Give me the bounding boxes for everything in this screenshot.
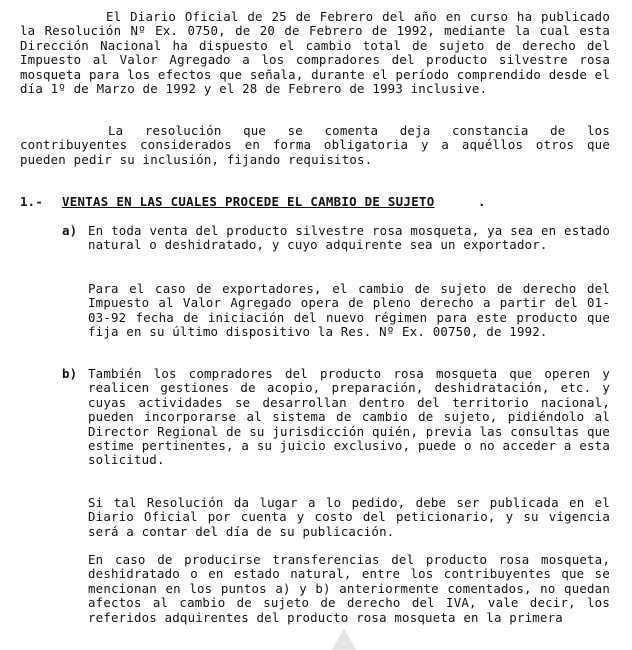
item-a-paragraph-2: Para el caso de exportadores, el cambio de sujeto de derecho del Impuesto al Valor Agregado opera de pleno derecho a partir del 01-03-92 fecha de iniciación del nuevo régimen para este producto que fija en su último dispositivo la Res. Nº Ex. 00750, de 1992. bbox=[88, 281, 610, 340]
section-number: 1.- bbox=[20, 194, 43, 209]
item-a-paragraph-1: En toda venta del producto silvestre rosa mosqueta, ya sea en estado natural o deshidratado, y cuyo adquirente sea un exportador. bbox=[88, 223, 610, 253]
item-b-paragraph-2: Si tal Resolución da lugar a lo pedido, debe ser publicada en el Diario Oficial por cuenta y costo del peticionario, y su vigencia será a contar del día de su publicación. bbox=[88, 495, 610, 539]
intro-paragraph-1: El Diario Oficial de 25 de Febrero del año en curso ha publicado la Resolución Nº Ex. 0750, de 20 de Febrero de 1992, mediante la cual esta Dirección Nacional ha dispuesto el cambio total de sujeto de derecho del Impuesto al Valor Agregado a los compradores del producto silvestre rosa mosqueta para los efectos que señala, durante el período comprendido desde el día 1º de Marzo de 1992 y el 28 de Febrero de 1993 inclusive. bbox=[20, 9, 610, 97]
item-b-paragraph-1: También los compradores del producto rosa mosqueta que operen y realicen gestiones de acopio, preparación, deshidratación, etc. y cuyas actividades se desarrollan dentro del territorio nacional, pueden incorporarse al sistema de cambio de sujeto, pidiéndolo al Director Regional de su jurisdicción quién, previa las consultas que estime pertinentes, a su juicio exclusivo, puede o no acceder a esta solicitud. bbox=[88, 366, 610, 468]
section-title-period: . bbox=[478, 194, 486, 209]
item-b-paragraph-3: En caso de producirse transferencias del producto rosa mosqueta, deshidratado o en estado natural, entre los contribuyentes que se mencionan en los puntos a) y b) anteriormente comentados, no quedan afectos al cambio de sujeto de derecho del IVA, vale decir, los referidos adquirentes del producto rosa mosqueta en la primera bbox=[88, 552, 610, 625]
item-b-marker: b) bbox=[62, 366, 78, 381]
scan-artifact bbox=[332, 628, 356, 650]
intro-paragraph-2: La resolución que se comenta deja constancia de los contribuyentes considerados en forma obligatoria y a aquéllos otros que pueden pedir su inclusión, fijando requisitos. bbox=[20, 123, 610, 167]
section-title bbox=[62, 195, 434, 209]
section-title-text: VENTAS EN LAS CUALES PROCEDE EL CAMBIO DE SUJETO bbox=[62, 194, 435, 209]
item-a-marker: a) bbox=[62, 223, 78, 238]
